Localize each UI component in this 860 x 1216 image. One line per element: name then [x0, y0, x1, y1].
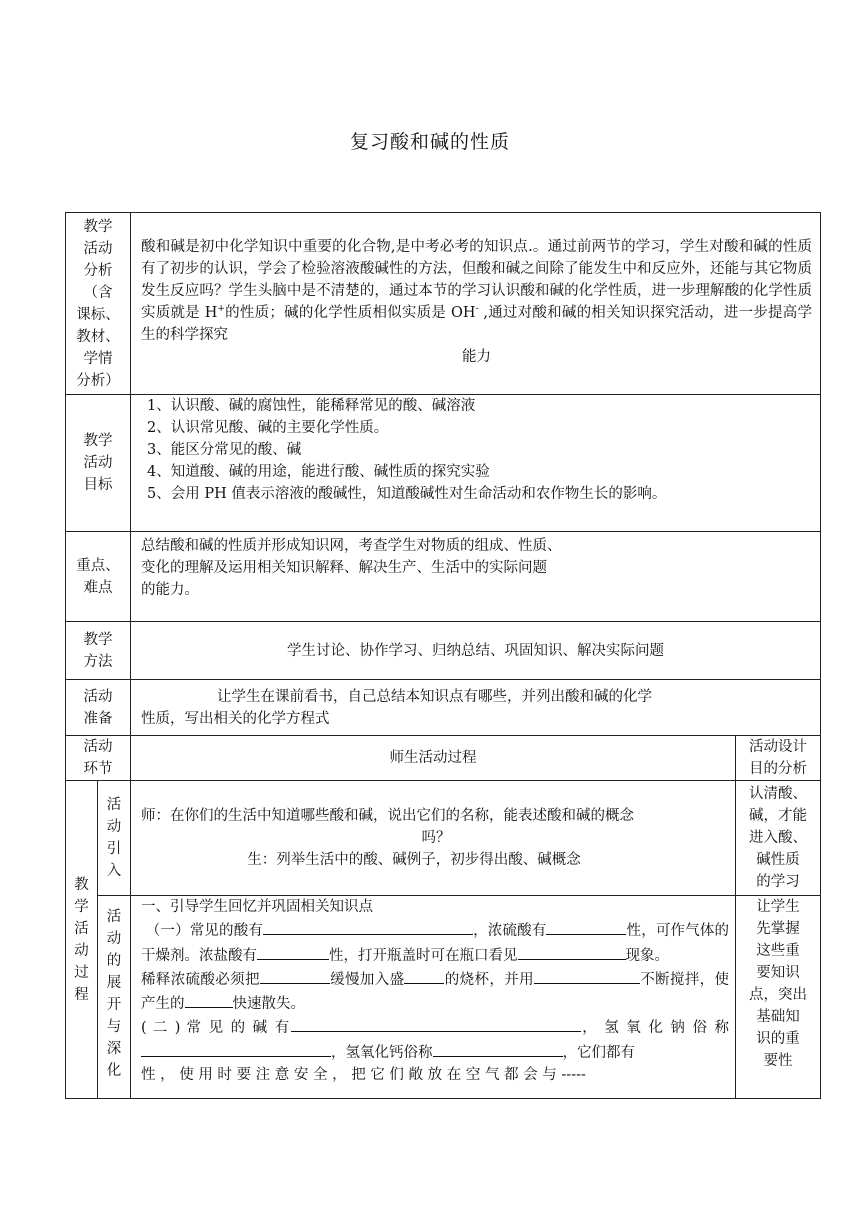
method-row: [66, 622, 821, 680]
analysis-label: 教学 活动 分析 （含 课标、 教材、 学情 分析）: [66, 213, 131, 395]
goals-list: [131, 395, 821, 532]
blank-dilute-what[interactable]: [260, 967, 330, 984]
key-points-row: [66, 532, 821, 622]
design-header: 活动设计 目的分析: [736, 736, 821, 781]
expand-purpose: 让学生 先掌握 这些重 要知识 点，突出 基础知 识的重 要性: [736, 896, 821, 1099]
goal-item: 4、知道酸、碱的用途，能进行酸、碱性质的探究实验: [147, 464, 490, 480]
expand-row: [66, 896, 821, 1099]
blank-bottle-phenomenon[interactable]: [518, 943, 626, 960]
process-header: 师生活动过程: [131, 736, 736, 781]
goal-item: 1、认识酸、碱的腐蚀性，能稀释常见的酸、碱溶液: [147, 398, 476, 414]
blank-common-acids[interactable]: [263, 918, 473, 935]
blank-naoh-name[interactable]: [141, 1040, 331, 1057]
intro-label: 活 动 引 入: [98, 781, 131, 896]
prep-row: [66, 680, 821, 736]
prep-text: 让学生在课前看书，自己总结本知识点有哪些，并列出酸和碱的化学 性质，写出相关的化学方程式: [131, 680, 821, 736]
page-title: 复习酸和碱的性质: [349, 131, 510, 153]
key-points-label: 重点、 难点: [66, 532, 131, 622]
blank-stir-tool[interactable]: [534, 967, 640, 984]
goals-label: 教学 活动 目标: [66, 395, 131, 532]
expand-text: 一、引导学生回忆并巩固相关知识点 （一）常见的酸有 ，浓硫酸有 性，可作气体的干燥剂。浓盐酸有 性，打开瓶盖时可在瓶口看见 现象。 稀释浓硫酸必须把 缓慢加入盛 的烧杯，并用 不断搅拌，使产生的 快速散失。 ( 二 ) 常 见 的 碱 有 ， 氢 氧 化 钠 俗 称，氢氧化钙俗称 ，它们都有 性 ， 使 用 时 要 注 意 安 全 ， 把 它 们 敞 放 在 空 气 都 会 与 -----: [131, 896, 736, 1099]
blank-heat[interactable]: [185, 991, 233, 1008]
blank-caoh2-name[interactable]: [433, 1040, 563, 1057]
goal-item: 3、能区分常见的酸、碱: [147, 442, 302, 458]
process-header-row: [66, 736, 821, 781]
intro-text: 师：在你们的生活中知道哪些酸和碱，说出它们的名称，能表述酸和碱的概念 吗？ 生：列举生活中的酸、碱例子，初步得出酸、碱概念: [131, 781, 736, 896]
analysis-row: [66, 213, 821, 395]
key-points-text: 总结酸和碱的性质并形成知识网，考查学生对物质的组成、性质、 变化的理解及运用相关知识解释、解决生产、生活中的实际问题 的能力。: [131, 532, 821, 622]
intro-row: [66, 781, 821, 896]
expand-label: 活 动 的 展 开 与 深 化: [98, 896, 131, 1099]
analysis-text: 酸和碱是初中化学知识中重要的化合物,是中考必考的知识点.。通过前两节的学习，学生对酸和碱的性质有了初步的认识，学会了检验溶液酸碱性的方法，但酸和碱之间除了能发生中和反应外，还能与其它物质发生反应吗？学生头脑中是不清楚的，通过本节的学习认识酸和碱的化学性质，进一步理解酸的化学性质实质就是 H+的性质；碱的化学性质相似实质是 OH- ,通过对酸和碱的相关知识探究活动，进一步提高学生的科学探究 能力: [131, 213, 821, 395]
lesson-plan-table: [65, 212, 821, 1099]
process-outer-label: 教 学 活 动 过 程: [66, 781, 98, 1099]
blank-common-bases[interactable]: [291, 1015, 581, 1032]
goals-row: [66, 395, 821, 532]
blank-hcl-property[interactable]: [257, 943, 329, 960]
stage-header: 活动 环节: [66, 736, 131, 781]
goal-item: 5、会用 PH 值表示溶液的酸碱性，知道酸碱性对生命活动和农作物生长的影响。: [147, 486, 667, 502]
blank-beaker-content[interactable]: [404, 967, 444, 984]
blank-sulfuric-property[interactable]: [546, 918, 626, 935]
method-text: 学生讨论、协作学习、归纳总结、巩固知识、解决实际问题: [131, 622, 821, 680]
prep-label: 活动 准备: [66, 680, 131, 736]
goal-item: 2、认识常见酸、碱的主要化学性质。: [147, 420, 389, 436]
method-label: 教学 方法: [66, 622, 131, 680]
intro-purpose: 认清酸、 碱，才能 进入酸、 碱性质 的学习: [736, 781, 821, 896]
